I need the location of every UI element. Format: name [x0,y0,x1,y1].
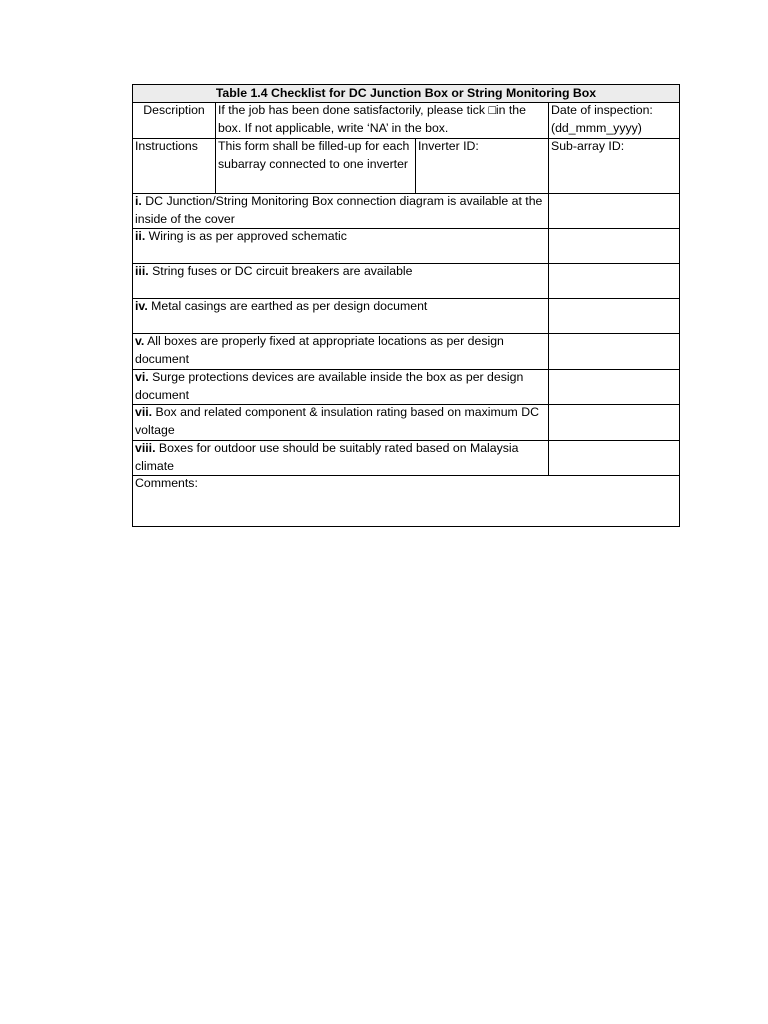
checklist-table [132,84,680,527]
item-text: All boxes are properly fixed at appropriate locations as per design document [135,334,504,366]
item-text: Metal casings are earthed as per design document [147,299,428,313]
item-text: DC Junction/String Monitoring Box connection diagram is available at the inside of the cover [135,194,543,226]
item-number: vi. [135,370,149,384]
table-title: Table 1.4 Checklist for DC Junction Box or String Monitoring Box [133,85,679,102]
item-number: v. [135,334,145,348]
description-label: Description [143,103,205,117]
item-checkbox[interactable] [549,404,681,440]
item-number: vii. [135,405,153,419]
item-number: i. [135,194,142,208]
description-text: If the job has been done satisfactorily, please tick □in the box. If not applicable, write ‘NA’ in the box. [218,103,526,135]
instructions-text: This form shall be filled-up for each subarray connected to one inverter [218,139,410,171]
checklist-item [133,298,548,333]
item-checkbox[interactable] [549,228,681,263]
item-checkbox[interactable] [549,333,681,369]
item-text: String fuses or DC circuit breakers are available [148,264,413,278]
instructions-label: Instructions [135,139,198,153]
item-text: Box and related component & insulation rating based on maximum DC voltage [135,405,539,437]
item-text: Wiring is as per approved schematic [145,229,347,243]
item-checkbox[interactable] [549,440,681,475]
checklist-item [133,404,548,440]
item-checkbox[interactable] [549,193,681,228]
subarray-id-field[interactable]: Sub-array ID: [551,139,625,153]
item-checkbox[interactable] [549,369,681,404]
item-checkbox[interactable] [549,263,681,298]
item-text: Surge protections devices are available inside the box as per design document [135,370,524,402]
inverter-id-field[interactable]: Inverter ID: [418,139,479,153]
checklist-item [133,440,548,475]
item-number: iii. [135,264,149,278]
comments-field[interactable]: Comments: [135,476,198,490]
checklist-item [133,263,548,298]
item-number: ii. [135,229,146,243]
checklist-item [133,333,548,369]
checklist-item [133,228,548,263]
checklist-item [133,369,548,404]
item-text: Boxes for outdoor use should be suitably rated based on Malaysia climate [135,441,519,473]
checklist-item [133,193,548,228]
date-of-inspection-label: Date of inspection: (dd_mmm_yyyy) [551,103,653,135]
item-number: iv. [135,299,148,313]
item-number: viii. [135,441,156,455]
item-checkbox[interactable] [549,298,681,333]
